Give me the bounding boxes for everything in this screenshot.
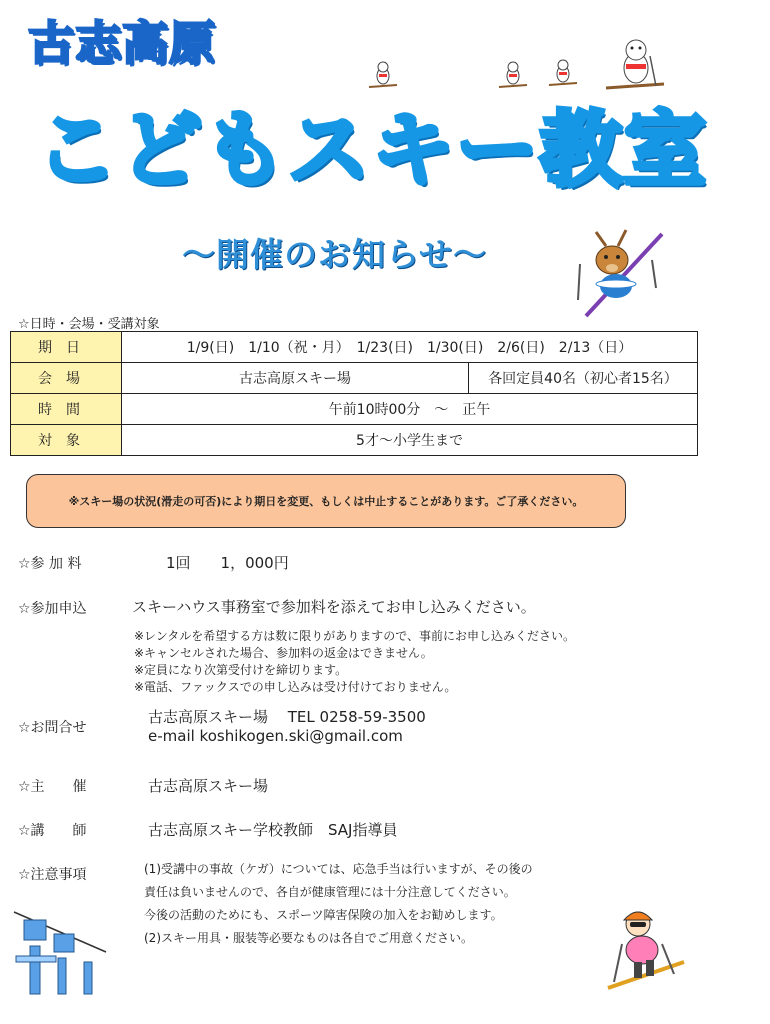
host-value: 古志高原スキー場: [148, 777, 269, 795]
fee-label: ☆参 加 料: [18, 556, 82, 572]
table-row: [11, 425, 698, 456]
contact-label: ☆お問合せ: [18, 720, 87, 736]
bear-skier-icon: [604, 36, 666, 94]
fee-value: 1回 1，000円: [166, 554, 289, 572]
venue-value: 古志高原スキー場: [122, 363, 469, 394]
page-subtitle: ～開催のお知らせ～: [182, 235, 488, 274]
table-row: [11, 394, 698, 425]
target-header: 対象: [11, 425, 122, 456]
time-header: 時間: [11, 394, 122, 425]
dates-value: 1/9(日) 1/10（祝・月） 1/23(日) 1/30(日) 2/6(日) 2/13（日）: [122, 332, 698, 363]
venue-title: 古志高原: [28, 16, 216, 70]
apply-note: ※電話、ファックスでの申し込みは受け付けておりません。: [134, 680, 457, 694]
apply-label: ☆参加申込: [18, 601, 87, 617]
instructor-value: 古志高原スキー学校教師 SAJ指導員: [148, 821, 398, 839]
contact-phone: 古志高原スキー場 TEL 0258-59-3500: [148, 708, 426, 726]
schedule-section-label: ☆日時・会場・受講対象: [18, 317, 160, 332]
bear-skier-icon: [496, 58, 530, 92]
apply-note: ※キャンセルされた場合、参加料の返金はできません。: [134, 646, 433, 660]
caution-label: ☆注意事項: [18, 867, 87, 883]
apply-value: スキーハウス事務室で参加料を添えてお申し込みください。: [132, 598, 536, 616]
venue-header: 会場: [11, 363, 122, 394]
reindeer-skier-icon: [566, 224, 668, 320]
caution-notes: [144, 858, 533, 950]
dates-header: 期日: [11, 332, 122, 363]
caution-line: 責任は負いませんので、各自が健康管理には十分注意してください。: [144, 885, 516, 899]
time-value: 午前10時00分 ～ 正午: [122, 394, 698, 425]
bear-skier-icon: [546, 56, 580, 90]
apply-note: ※定員になり次第受付けを締切ります。: [134, 663, 348, 677]
apply-note: ※レンタルを希望する方は数に限りがありますので、事前にお申し込みください。: [134, 629, 576, 643]
target-value: 5才～小学生まで: [122, 425, 698, 456]
caution-line: (2)スキー用具・服装等必要なものは各自でご用意ください。: [144, 931, 474, 945]
notice-text: ※スキー場の状況(滑走の可否)により期日を変更、もしくは中止することがあります。ご了承ください。: [68, 495, 584, 508]
instructor-label: ☆講 師: [18, 823, 87, 839]
notice-box: [26, 474, 626, 528]
host-label: ☆主 催: [18, 779, 87, 795]
caution-line: 今後の活動のためにも、スポーツ障害保険の加入をお勧めします。: [144, 908, 503, 922]
caution-line: (1)受講中の事故（ケガ）については、応急手当は行いますが、その後の: [144, 862, 533, 876]
contact-email: e-mail koshikogen.ski@gmail.com: [148, 727, 403, 745]
capacity-value: 各回定員40名（初心者15名）: [469, 363, 698, 394]
child-skier-icon: [604, 904, 688, 994]
table-row: [11, 332, 698, 363]
ski-lift-icon: [10, 906, 108, 998]
page-title: こどもスキー教室: [36, 103, 709, 198]
apply-notes: [134, 628, 575, 696]
table-row: [11, 363, 698, 394]
schedule-table: [10, 331, 698, 456]
bear-skier-icon: [366, 58, 400, 92]
